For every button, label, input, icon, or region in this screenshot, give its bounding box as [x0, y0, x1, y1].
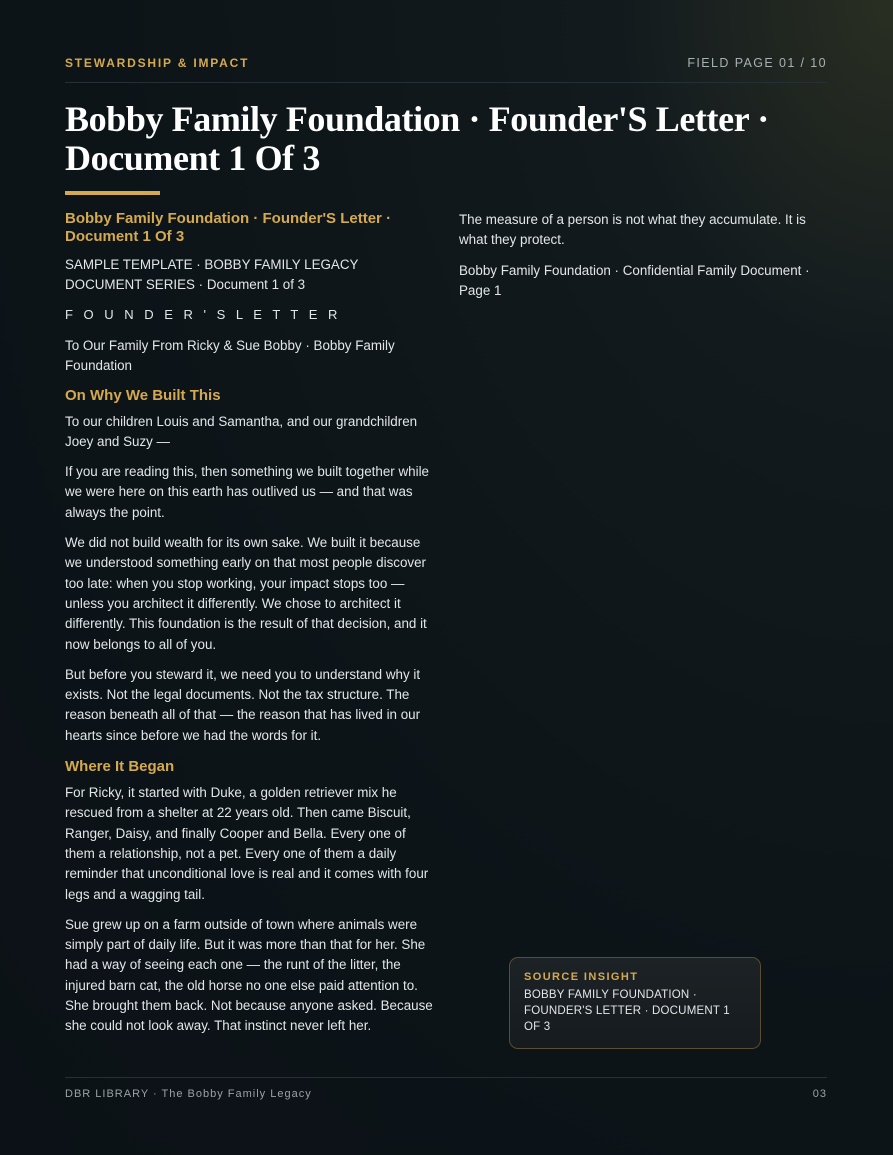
paragraph: Sue grew up on a farm outside of town where animals were simply part of daily life. But it was more than that for her. She had a way of seeing each one — the runt of the litter, the injured barn cat, the old horse no one else paid attention to. She brought them back. Not because anyone asked. Because she could not look away. That instinct never left her.	[65, 916, 433, 1034]
document-subtitle: Bobby Family Foundation · Founder'S Letter · Document 1 Of 3	[65, 210, 392, 245]
pull-quote: The measure of a person is not what they accumulate. It is what they protect.	[459, 212, 806, 248]
paragraph: If you are reading this, then something we built together while we were here on this earth has outlived us — and that was always the point.	[65, 464, 429, 520]
insight-label: SOURCE INSIGHT	[524, 971, 639, 983]
page-title: Bobby Family Foundation · Founder'S Letter · Document 1 Of 3	[65, 99, 769, 178]
title-underline	[65, 191, 160, 195]
letter-type-label: F O U N D E R ' S L E T T E R	[65, 307, 341, 322]
insight-text: BOBBY FAMILY FOUNDATION · FOUNDER'S LETTER · DOCUMENT 1 OF 3	[524, 989, 730, 1033]
paragraph: But before you steward it, we need you to understand why it exists. Not the legal documents. Not the tax structure. The reason beneath all of that — the reason that has lived in our hearts since before we had the words for it.	[65, 666, 421, 743]
page-header	[65, 56, 827, 83]
section-kicker: STEWARDSHIP & IMPACT	[65, 56, 250, 70]
paragraph: To our children Louis and Samantha, and our grandchildren Joey and Suzy —	[65, 413, 418, 449]
paragraph: We did not build wealth for its own sake. We built it because we understood something early on that most people discover too late: when you stop working, your impact stops too — unless you architect it differently. We chose to architect it differently. This foundation is the result of that decision, and it now belongs to all of you.	[65, 535, 427, 652]
section-heading-began: Where It Began	[65, 758, 175, 776]
addressed-line: To Our Family From Ricky & Sue Bobby · Bobby Family Foundation	[65, 338, 395, 374]
paragraph: For Ricky, it started with Duke, a golden retriever mix he rescued from a shelter at 22 years old. Then came Biscuit, Ranger, Daisy, and finally Cooper and Bella. Every one of them a relationship, not a pet. Every one of them a daily reminder that unconditional love is real and it comes with four legs and a wagging tail.	[65, 785, 429, 902]
field-page-indicator: FIELD PAGE 01 / 10	[687, 56, 827, 70]
page-footer	[65, 1077, 827, 1100]
section-heading-why: On Why We Built This	[65, 386, 221, 404]
document-page	[65, 0, 827, 1155]
series-line: SAMPLE TEMPLATE · BOBBY FAMILY LEGACY DOCUMENT SERIES · Document 1 of 3	[65, 257, 359, 292]
source-insight-card	[509, 957, 761, 1049]
footer-library: DBR LIBRARY · The Bobby Family Legacy	[65, 1088, 312, 1100]
confidential-line: Bobby Family Foundation · Confidential Family Document · Page 1	[459, 262, 810, 298]
right-column	[459, 210, 827, 311]
left-column	[65, 210, 435, 1047]
page-number: 03	[812, 1088, 827, 1100]
